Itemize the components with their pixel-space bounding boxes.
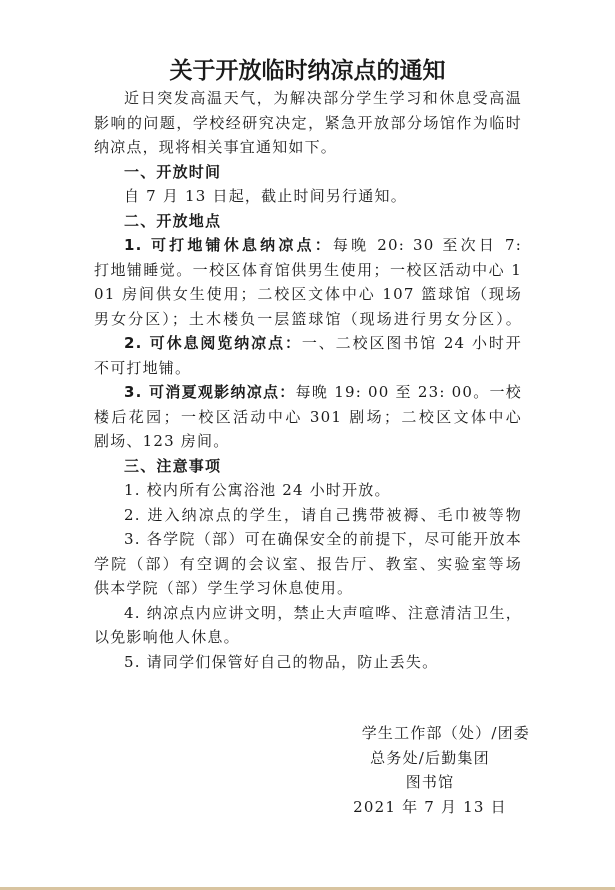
line-text: 以免影响他人休息。 <box>94 628 240 646</box>
line-text: 二、开放地点 <box>124 211 222 230</box>
item-label: 3. 可消夏观影纳凉点： <box>124 383 296 401</box>
section-heading <box>94 454 522 479</box>
line-text: 打地铺睡觉。一校区体育馆供男生使用；一校区活动中心 1 <box>94 260 522 279</box>
text-line <box>94 282 522 307</box>
text-line <box>94 258 522 283</box>
text-line <box>94 356 522 381</box>
text-line <box>94 552 522 577</box>
text-line <box>94 184 522 209</box>
document-body <box>94 86 522 674</box>
text-line <box>94 601 522 626</box>
line-text: 4. 纳凉点内应讲文明，禁止大声喧哗、注意清洁卫生， <box>124 603 522 622</box>
line-text: 每晚 20: 30 至次日 7: <box>332 236 522 254</box>
line-text: 一、开放时间 <box>124 162 222 181</box>
text-line <box>94 527 522 552</box>
text-line <box>94 478 522 503</box>
text-line <box>94 135 522 160</box>
text-line <box>94 233 522 258</box>
document-title: 关于开放临时纳凉点的通知 <box>169 58 446 84</box>
line-text: 2. 进入纳凉点的学生，请自己携带被褥、毛巾被等物 <box>124 505 522 524</box>
section-heading <box>94 209 522 234</box>
line-text: 5. 请同学们保管好自己的物品，防止丢失。 <box>124 652 439 671</box>
text-line <box>94 307 522 332</box>
signature-date: 2021 年 7 月 13 日 <box>353 797 507 816</box>
line-text: 1. 校内所有公寓浴池 24 小时开放。 <box>124 481 391 499</box>
signature-department-3: 图书馆 <box>405 773 455 791</box>
line-text: 3. 各学院（部）可在确保安全的前提下，尽可能开放本 <box>124 530 522 548</box>
signature-department-1: 学生工作部（处）/团委 <box>361 724 530 742</box>
text-line <box>94 503 522 528</box>
text-line <box>94 650 522 675</box>
text-line <box>94 380 522 405</box>
text-line <box>94 429 522 454</box>
signature-block <box>330 721 530 819</box>
line-text: 学院（部）有空调的会议室、报告厅、教室、实验室等场 <box>94 554 522 573</box>
text-line <box>94 405 522 430</box>
line-text: 每晚 19: 00 至 23: 00。一校 <box>295 383 522 401</box>
text-line <box>94 331 522 356</box>
signature-department-2: 总务处/后勤集团 <box>370 748 490 767</box>
line-text: 供本学院（部）学生学习休息使用。 <box>94 579 354 597</box>
line-text: 纳凉点，现将相关事宜通知如下。 <box>94 138 338 156</box>
text-line <box>94 625 522 650</box>
item-label: 1. 可打地铺休息纳凉点： <box>124 236 333 254</box>
item-label: 2. 可休息阅览纳凉点： <box>124 334 302 352</box>
line-text: 近日突发高温天气，为解决部分学生学习和休息受高温 <box>124 89 522 107</box>
text-line <box>94 86 522 111</box>
line-text: 影响的问题，学校经研究决定，紧急开放部分场馆作为临时 <box>94 113 522 132</box>
line-text: 楼后花园；一校区活动中心 301 剧场；二校区文体中心 <box>94 407 522 426</box>
line-text: 自 7 月 13 日起，截止时间另行通知。 <box>124 187 407 205</box>
line-text: 一、二校区图书馆 24 小时开 <box>301 334 522 352</box>
line-text: 三、注意事项 <box>124 456 222 475</box>
line-text: 不可打地铺。 <box>94 358 192 377</box>
text-line <box>94 111 522 136</box>
line-text: 剧场、123 房间。 <box>94 432 230 450</box>
line-text: 01 房间供女生使用；二校区文体中心 107 篮球馆（现场 <box>94 285 522 303</box>
line-text: 男女分区）；土木楼负一层篮球馆（现场进行男女分区）。 <box>94 309 522 328</box>
text-line <box>94 576 522 601</box>
section-heading <box>94 160 522 185</box>
